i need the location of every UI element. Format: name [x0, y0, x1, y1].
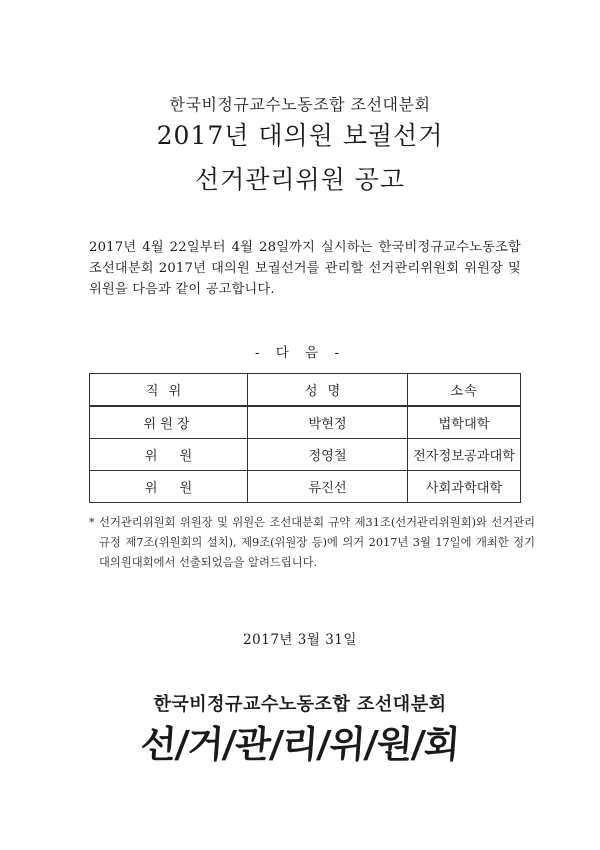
cell-position: 위원: [90, 471, 248, 503]
column-header-position: 직위: [90, 374, 248, 407]
cell-name: 정영철: [248, 439, 408, 471]
announcement-paragraph: 2017년 4월 22일부터 4월 28일까지 실시하는 한국비정규교수노동조합 조선대분회 2017년 대의원 보궐선거를 관리할 선거관리위원회 위원장 및 위원을 다음과 같이 공고합니다.: [89, 240, 521, 297]
table-row: [90, 439, 521, 471]
issuer-committee: 선/거/관/리/위/원/회: [139, 723, 461, 766]
cell-affiliation: 사회과학대학: [408, 471, 521, 503]
footnote: * 선거관리위원회 위원장 및 위원은 조선대분회 규약 제31조(선거관리위원회)와 선거관리규정 제7조(위원회의 설치), 제9조(위원장 등)에 의거 2017년 3월 17일에 개최한 정기대의원대회에서 선출되었음을 알려드립니다.: [89, 516, 535, 569]
document-subtitle: 선거관리위원 공고: [194, 165, 406, 194]
announcement-date: 2017년 3월 31일: [243, 632, 357, 648]
cell-position: 위원: [90, 439, 248, 471]
committee-members-table: [89, 373, 521, 503]
column-header-name: 성명: [248, 374, 408, 407]
cell-affiliation: 법학대학: [408, 406, 521, 439]
cell-affiliation: 전자정보공과대학: [408, 439, 521, 471]
cell-position: 위원장: [90, 406, 248, 439]
issuer-organization: 한국비정규교수노동조합 조선대분회: [153, 694, 447, 715]
organization-header: 한국비정규교수노동조합 조선대분회: [169, 95, 431, 114]
table-row: [90, 406, 521, 439]
section-label: - 다 음 -: [254, 345, 346, 361]
cell-name: 류진선: [248, 471, 408, 503]
document-title: 2017년 대의원 보궐선거: [156, 121, 444, 150]
column-header-affiliation: 소속: [408, 374, 521, 407]
table-row: [90, 471, 521, 503]
cell-name: 박현정: [248, 406, 408, 439]
table-header-row: [90, 374, 521, 407]
